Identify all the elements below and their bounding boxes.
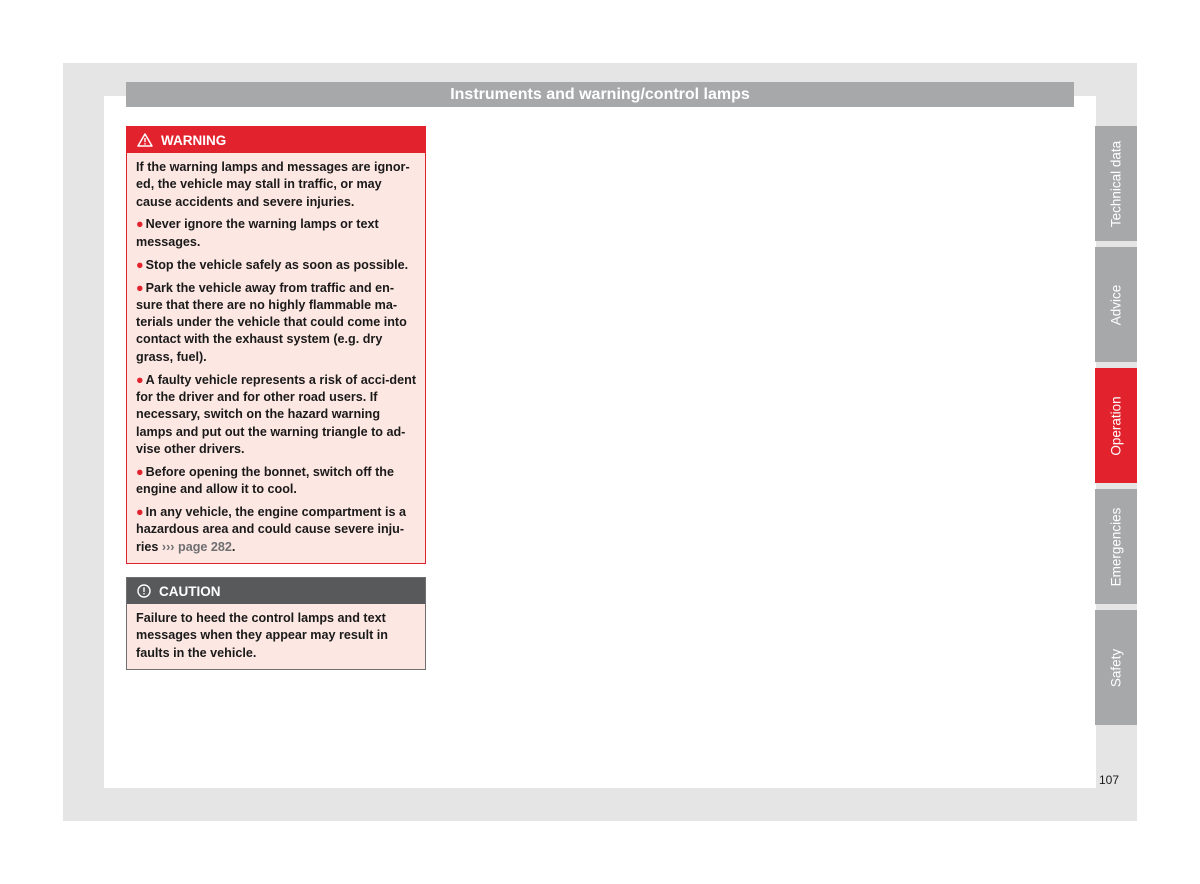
caution-circle-icon (137, 584, 151, 598)
page-number: 107 (1099, 773, 1120, 787)
caution-header (127, 578, 425, 604)
bullet-icon: ● (136, 217, 144, 232)
section-header (126, 82, 1074, 107)
tab-technical-data[interactable]: Technical data (1095, 126, 1137, 241)
warning-item: ● Park the vehicle away from traffic and en-sure that there are no highly flammable ma-terials under the vehicle that could come into contact with the exhaust system (e.g. dry grass, fuel). (136, 280, 407, 364)
tab-operation[interactable]: Operation (1095, 368, 1137, 483)
caution-body (127, 604, 425, 669)
bullet-icon: ● (136, 372, 144, 387)
warning-triangle-icon (137, 133, 153, 147)
tab-emergencies[interactable]: Emergencies (1095, 489, 1137, 604)
caution-label: CAUTION (159, 583, 221, 599)
warning-header (127, 127, 425, 153)
page-reference-link[interactable]: ››› page 282 (161, 539, 232, 554)
warning-item: ● Never ignore the warning lamps or text messages. (136, 217, 379, 249)
warning-item: ● Stop the vehicle safely as soon as possible. (136, 257, 409, 272)
warning-box (126, 126, 426, 564)
section-title: Instruments and warning/control lamps (450, 86, 750, 103)
warning-label: WARNING (161, 132, 227, 148)
bullet-icon: ● (136, 464, 144, 479)
bullet-icon: ● (136, 280, 144, 295)
tab-safety[interactable]: Safety (1095, 610, 1137, 725)
caution-text: Failure to heed the control lamps and text messages when they appear may result in faults in the vehicle. (136, 611, 388, 660)
tab-advice[interactable]: Advice (1095, 247, 1137, 362)
warning-item: ● Before opening the bonnet, switch off the engine and allow it to cool. (136, 464, 394, 497)
bullet-icon: ● (136, 504, 144, 519)
warning-item: ● In any vehicle, the engine compartment is a hazardous area and could cause severe inju-ries ››› page 282. (136, 504, 406, 554)
warning-intro: If the warning lamps and messages are ignor-ed, the vehicle may stall in traffic, or may cause accidents and severe injuries. (136, 160, 410, 209)
warning-body (127, 153, 425, 563)
warning-item: ● A faulty vehicle represents a risk of acci-dent for the driver and for other road users. If necessary, switch on the hazard warning lamps and put out the warning triangle to ad-vise other drivers. (136, 372, 417, 456)
caution-box (126, 577, 426, 670)
bullet-icon: ● (136, 257, 144, 272)
